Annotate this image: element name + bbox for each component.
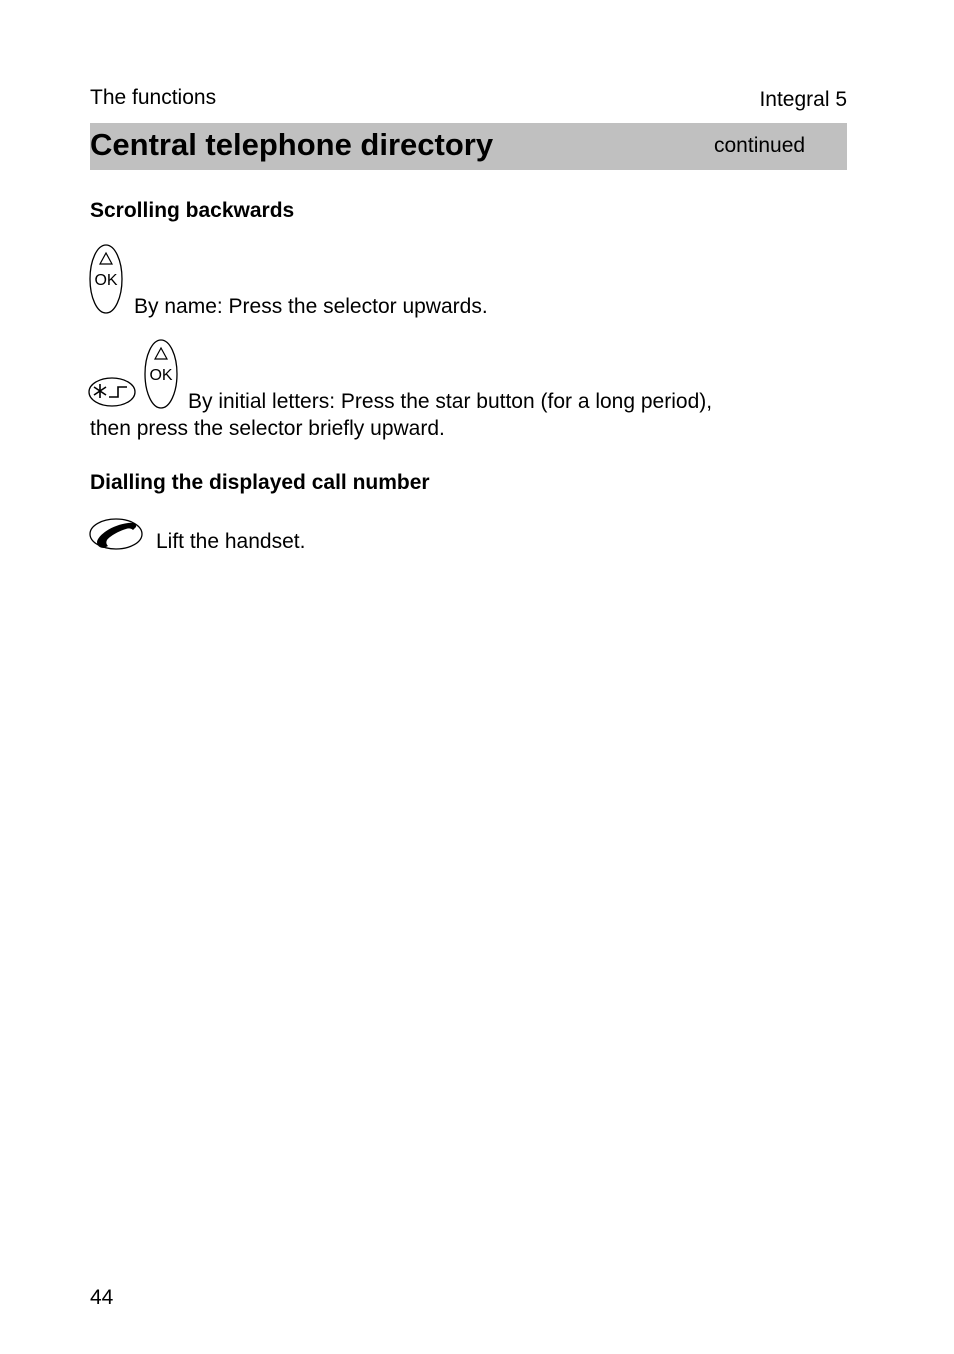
section-heading-scrolling-backwards: Scrolling backwards [90, 199, 295, 222]
step-by-name-text: By name: Press the selector upwards. [134, 295, 488, 318]
ok-label: OK [94, 272, 118, 289]
section-heading-dialling: Dialling the displayed call number [90, 471, 430, 494]
running-header-section: The functions [90, 86, 217, 109]
running-header-product: Integral 5 [759, 88, 847, 111]
step-initial-letters-text-line2: then press the selector briefly upward. [90, 417, 445, 440]
page-title: Central telephone directory [90, 127, 494, 162]
ok-label: OK [149, 367, 173, 384]
star-button-icon [88, 375, 138, 409]
handset-icon [88, 515, 146, 553]
title-bar [90, 123, 847, 170]
selector-ok-icon [88, 243, 128, 315]
step-lift-handset-text: Lift the handset. [156, 530, 306, 553]
selector-ok-icon [143, 338, 183, 410]
continued-label: continued [714, 134, 806, 157]
page-number: 44 [90, 1286, 114, 1309]
step-initial-letters-text-line1: By initial letters: Press the star button (for a long period), [188, 390, 713, 413]
